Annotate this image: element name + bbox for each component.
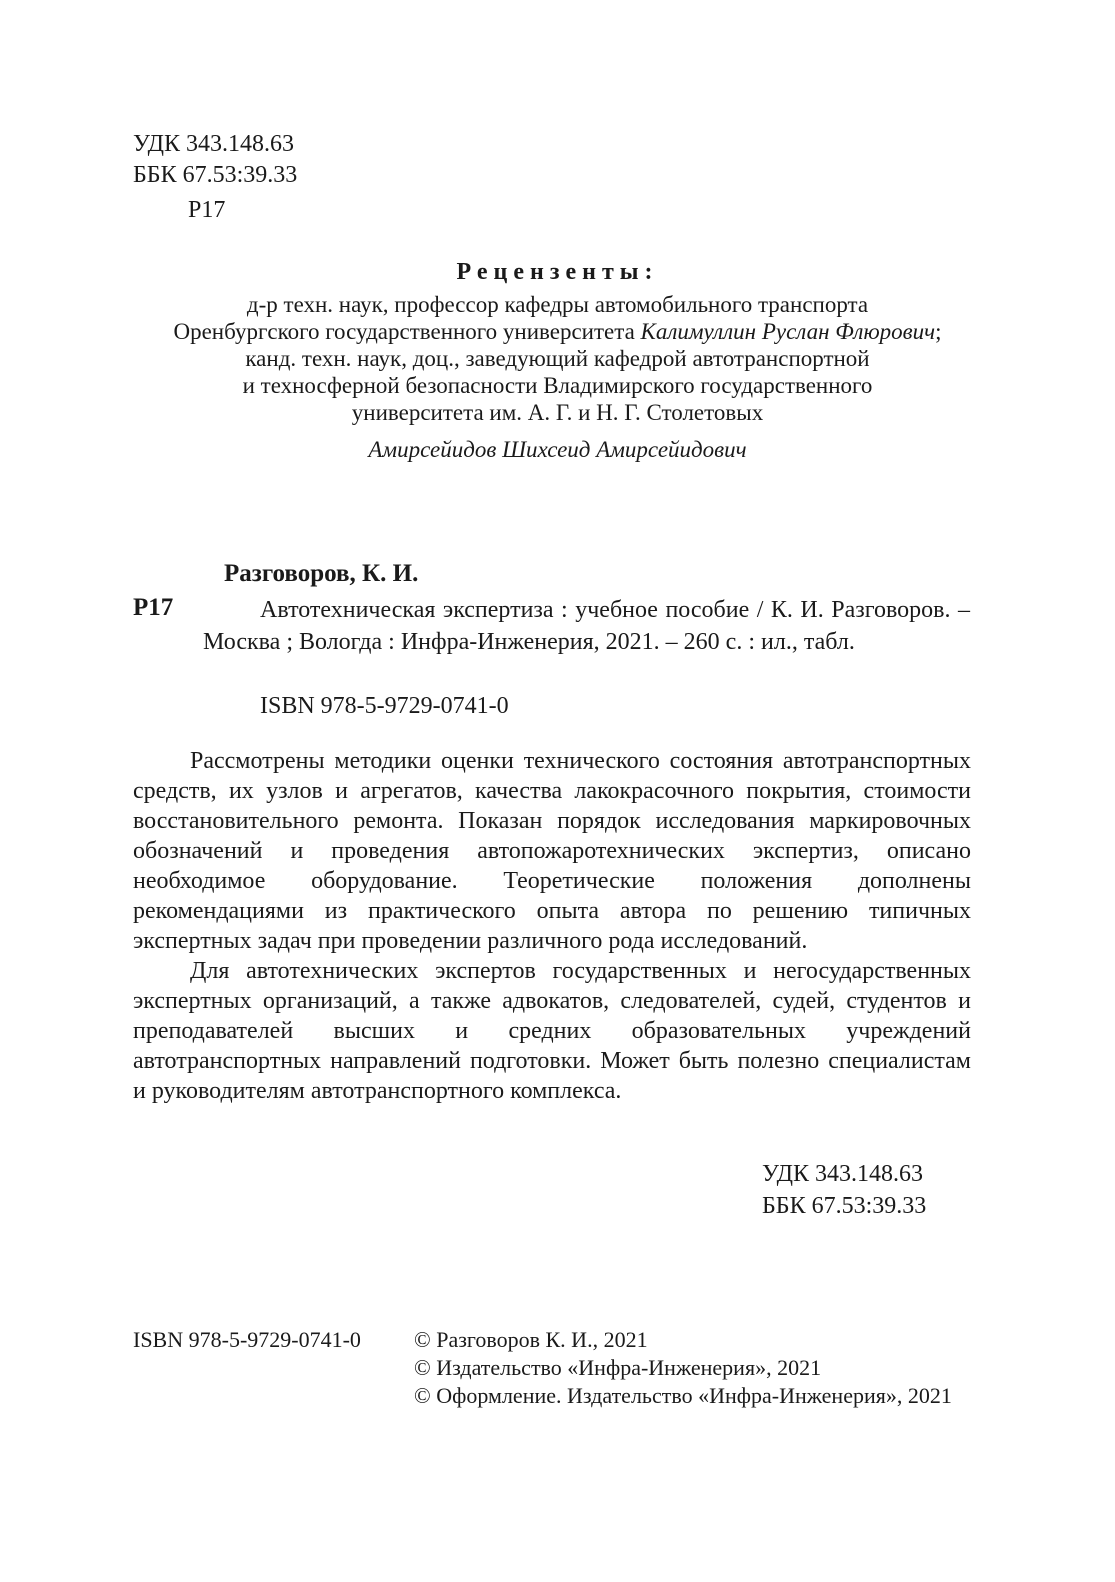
copyright-line: © Оформление. Издательство «Инфра-Инженерия», 2021 xyxy=(414,1383,952,1408)
reviewer-line xyxy=(0,318,1115,346)
bib-code: Р17 xyxy=(133,594,174,621)
bib-description: Автотехническая экспертиза : учебное пособие / К. И. Разговоров. – Москва ; Вологда : Инфра-Инженерия, 2021. – 260 с. : ил., табл. xyxy=(203,597,970,655)
reviewers-title: Рецензенты: xyxy=(456,259,659,285)
bib-author: Разговоров, К. И. xyxy=(224,560,419,587)
udk-code: УДК 343.148.63 xyxy=(133,131,294,157)
reviewer-line: и техносферной безопасности Владимирского государственного xyxy=(242,373,873,398)
reviewer-separator: ; xyxy=(935,319,942,344)
annotation xyxy=(133,746,971,1106)
reviewer-line: канд. техн. наук, доц., заведующий кафедрой автотранспортной xyxy=(245,346,870,371)
reviewer-line: университета им. А. Г. и Н. Г. Столетовых xyxy=(351,400,764,425)
isbn: ISBN 978-5-9729-0741-0 xyxy=(133,1327,361,1352)
copyright-line: © Разговоров К. И., 2021 xyxy=(414,1327,648,1352)
annotation-paragraph: Рассмотрены методики оценки технического состояния автотранспортных средств, их узлов и агрегатов, качества лакокрасочного покрытия, стоимости восстановительного ремонта. Показан порядок исследования маркировочных обозначений и проведения автопожаротехнических экспертиз, описано необходимое оборудование. Теоретические положения дополнены рекомендациями из практического опыта автора по решению типичных экспертных задач при проведении различного рода исследований. xyxy=(133,748,971,954)
author-code: Р17 xyxy=(188,197,226,223)
reviewer-name: Калимуллин Руслан Флюрович xyxy=(640,319,936,344)
copyright-line: © Издательство «Инфра-Инженерия», 2021 xyxy=(414,1355,822,1380)
reviewer-name: Амирсейидов Шихсеид Амирсейидович xyxy=(368,437,747,462)
bib-isbn: ISBN 978-5-9729-0741-0 xyxy=(260,693,509,719)
bbk-code: ББК 67.53:39.33 xyxy=(133,162,298,188)
annotation-paragraph: Для автотехнических экспертов государственных и негосударственных экспертных организаций, а также адвокатов, следователей, судей, студентов и преподавателей высших и средних образовательных учреждений автотранспортных направлений подготовки. Может быть полезно специалистам и руководителям автотранспортного комплекса. xyxy=(133,958,971,1104)
bbk-code: ББК 67.53:39.33 xyxy=(762,1193,927,1219)
reviewer-line: д-р техн. наук, профессор кафедры автомобильного транспорта xyxy=(246,292,869,317)
udk-code: УДК 343.148.63 xyxy=(762,1161,923,1187)
reviewer-affiliation: Оренбургского государственного университета xyxy=(173,319,641,344)
